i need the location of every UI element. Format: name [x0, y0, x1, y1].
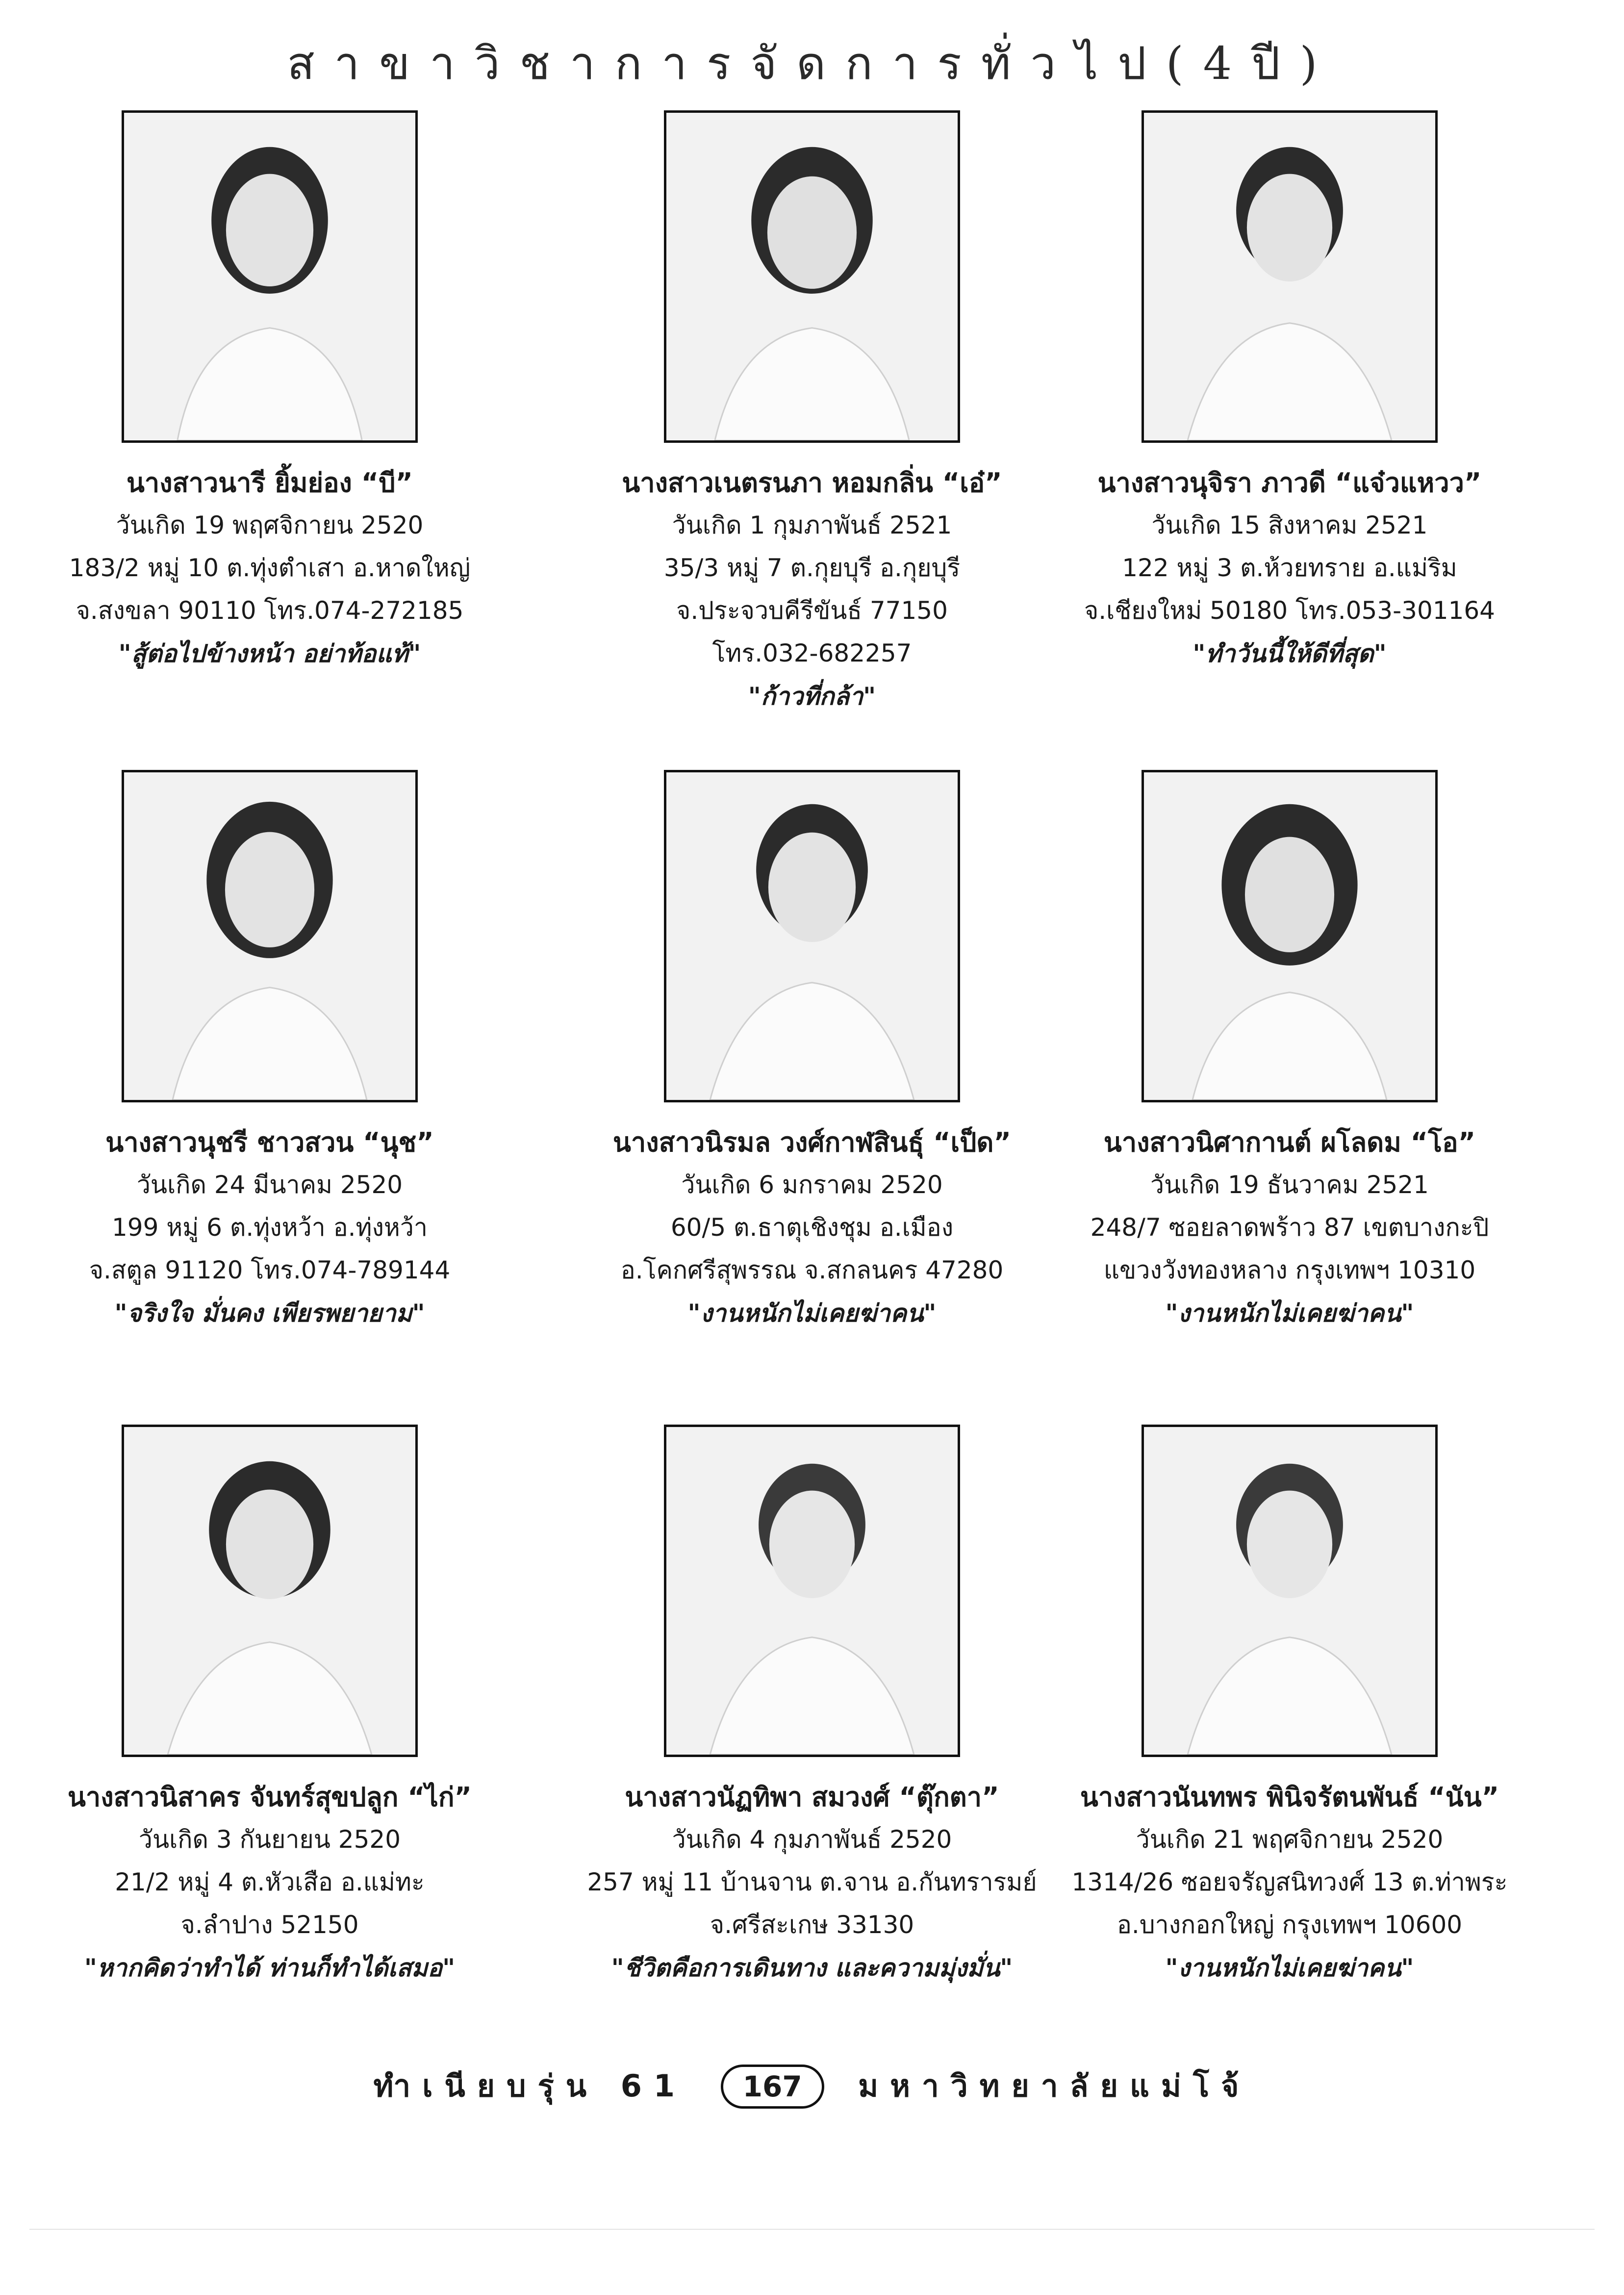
- profile-card: [542, 110, 1082, 717]
- profile-card: [0, 1425, 539, 1989]
- portrait-photo: [122, 1425, 418, 1757]
- profile-address-line: 257 หมู่ 11 บ้านจาน ต.จาน อ.กันทรารมย์: [587, 1868, 1037, 1896]
- profile-name: นางสาวนิรมล วงศ์กาฬสินธุ์ “เป็ด”: [613, 1127, 1011, 1158]
- profile-motto: "ชีวิตคือการเดินทาง และความมุ่งมั่น": [611, 1953, 1013, 1982]
- profile-address-line: 122 หมู่ 3 ต.ห้วยทราย อ.แม่ริม: [1122, 554, 1457, 582]
- profile-motto: "หากคิดว่าทำได้ ท่านก็ทำได้เสมอ": [84, 1953, 456, 1982]
- profile-address-line: จ.ลำปาง 52150: [180, 1911, 359, 1939]
- footer-yearbook-label: ทำเนียบรุ่น 61: [373, 2068, 687, 2104]
- profile-name: นางสาวนารี ยิ้มย่อง “บี”: [127, 467, 413, 498]
- profile-name: นางสาวนิสาคร จันทร์สุขปลูก “ไก่”: [67, 1782, 472, 1812]
- profile-birthdate: วันเกิด 19 พฤศจิกายน 2520: [116, 511, 424, 539]
- profile-birthdate: วันเกิด 4 กุมภาพันธ์ 2520: [672, 1825, 952, 1854]
- page-footer: [0, 2062, 1624, 2110]
- portrait-photo: [1142, 110, 1438, 443]
- profile-address-line: 199 หมู่ 6 ต.ทุ่งหว้า อ.ทุ่งหว้า: [112, 1213, 428, 1242]
- profile-address-line: จ.สงขลา 90110 โทร.074-272185: [76, 596, 464, 625]
- profile-address-line: จ.ศรีสะเกษ 33130: [710, 1911, 914, 1939]
- footer-university-label: มหาวิทยาลัยแม่โจ้: [858, 2068, 1251, 2104]
- profile-card: [0, 770, 539, 1334]
- profile-card: [1020, 110, 1559, 675]
- portrait-photo: [122, 770, 418, 1102]
- profile-birthdate: วันเกิด 1 กุมภาพันธ์ 2521: [672, 511, 952, 539]
- profile-motto: "งานหนักไม่เคยฆ่าคน": [1165, 1299, 1414, 1327]
- profile-card: [542, 770, 1082, 1334]
- profile-motto: "จริงใจ มั่นคง เพียรพยายาม": [114, 1299, 425, 1327]
- portrait-photo: [664, 770, 960, 1102]
- profile-address-line: แขวงวังทองหลาง กรุงเทพฯ 10310: [1103, 1256, 1476, 1284]
- profile-name: นางสาวนุชรี ชาวสวน “นุช”: [105, 1127, 434, 1158]
- portrait-photo: [1142, 770, 1438, 1102]
- profile-card: [1020, 1425, 1559, 1989]
- profile-name: นางสาวนิศากานต์ ผโลดม “โอ”: [1103, 1127, 1476, 1158]
- profile-motto: "งานหนักไม่เคยฆ่าคน": [687, 1299, 937, 1327]
- profile-name: นางสาวนัฏทิพา สมวงศ์ “ตุ๊กตา”: [625, 1782, 999, 1812]
- profile-card: [1020, 770, 1559, 1334]
- profile-address-line: 183/2 หมู่ 10 ต.ทุ่งตำเสา อ.หาดใหญ่: [69, 554, 471, 582]
- profile-address-line: 60/5 ต.ธาตุเชิงชุม อ.เมือง: [670, 1213, 954, 1242]
- profile-card: [0, 110, 539, 675]
- profile-address-line: จ.ประจวบคีรีขันธ์ 77150: [676, 596, 948, 625]
- profile-name: นางสาวนุจิรา ภาวดี “แจ๋วแหวว”: [1097, 467, 1482, 498]
- profile-birthdate: วันเกิด 6 มกราคม 2520: [681, 1171, 943, 1199]
- profile-birthdate: วันเกิด 24 มีนาคม 2520: [136, 1171, 403, 1199]
- profile-motto: "ก้าวที่กล้า": [748, 682, 876, 711]
- profile-birthdate: วันเกิด 15 สิงหาคม 2521: [1151, 511, 1428, 539]
- portrait-photo: [1142, 1425, 1438, 1757]
- profile-birthdate: วันเกิด 21 พฤศจิกายน 2520: [1136, 1825, 1444, 1854]
- profile-name: นางสาวเนตรนภา หอมกลิ่น “เอ๋”: [622, 467, 1002, 498]
- portrait-photo: [664, 110, 960, 443]
- portrait-photo: [122, 110, 418, 443]
- profile-birthdate: วันเกิด 3 กันยายน 2520: [138, 1825, 401, 1854]
- profile-card: [542, 1425, 1082, 1989]
- profile-address-line: โทร.032-682257: [712, 639, 912, 667]
- profile-address-line: 21/2 หมู่ 4 ต.หัวเสือ อ.แม่ทะ: [115, 1868, 425, 1896]
- profile-address-line: อ.บางกอกใหญ่ กรุงเทพฯ 10600: [1116, 1911, 1463, 1939]
- page-divider: [29, 2229, 1595, 2230]
- page-title: สาขาวิชาการจัดการทั่วไป(4ปี): [287, 37, 1337, 90]
- profile-name: นางสาวนันทพร พินิจรัตนพันธ์ “นัน”: [1080, 1782, 1499, 1812]
- profile-motto: "สู้ต่อไปข้างหน้า อย่าท้อแท้": [118, 639, 421, 668]
- profile-motto: "งานหนักไม่เคยฆ่าคน": [1165, 1953, 1414, 1982]
- profile-birthdate: วันเกิด 19 ธันวาคม 2521: [1150, 1171, 1429, 1199]
- page-number: 167: [721, 2065, 824, 2109]
- profile-motto: "ทำวันนี้ให้ดีที่สุด": [1193, 639, 1387, 668]
- profile-address-line: จ.เชียงใหม่ 50180 โทร.053-301164: [1084, 596, 1495, 625]
- profile-address-line: 248/7 ซอยลาดพร้าว 87 เขตบางกะปิ: [1090, 1213, 1489, 1242]
- profile-address-line: จ.สตูล 91120 โทร.074-789144: [89, 1256, 451, 1284]
- profile-address-line: 35/3 หมู่ 7 ต.กุยบุรี อ.กุยบุรี: [663, 554, 961, 582]
- profile-address-line: 1314/26 ซอยจรัญสนิทวงศ์ 13 ต.ท่าพระ: [1071, 1868, 1508, 1896]
- portrait-photo: [664, 1425, 960, 1757]
- profile-address-line: อ.โคกศรีสุพรรณ จ.สกลนคร 47280: [620, 1256, 1004, 1284]
